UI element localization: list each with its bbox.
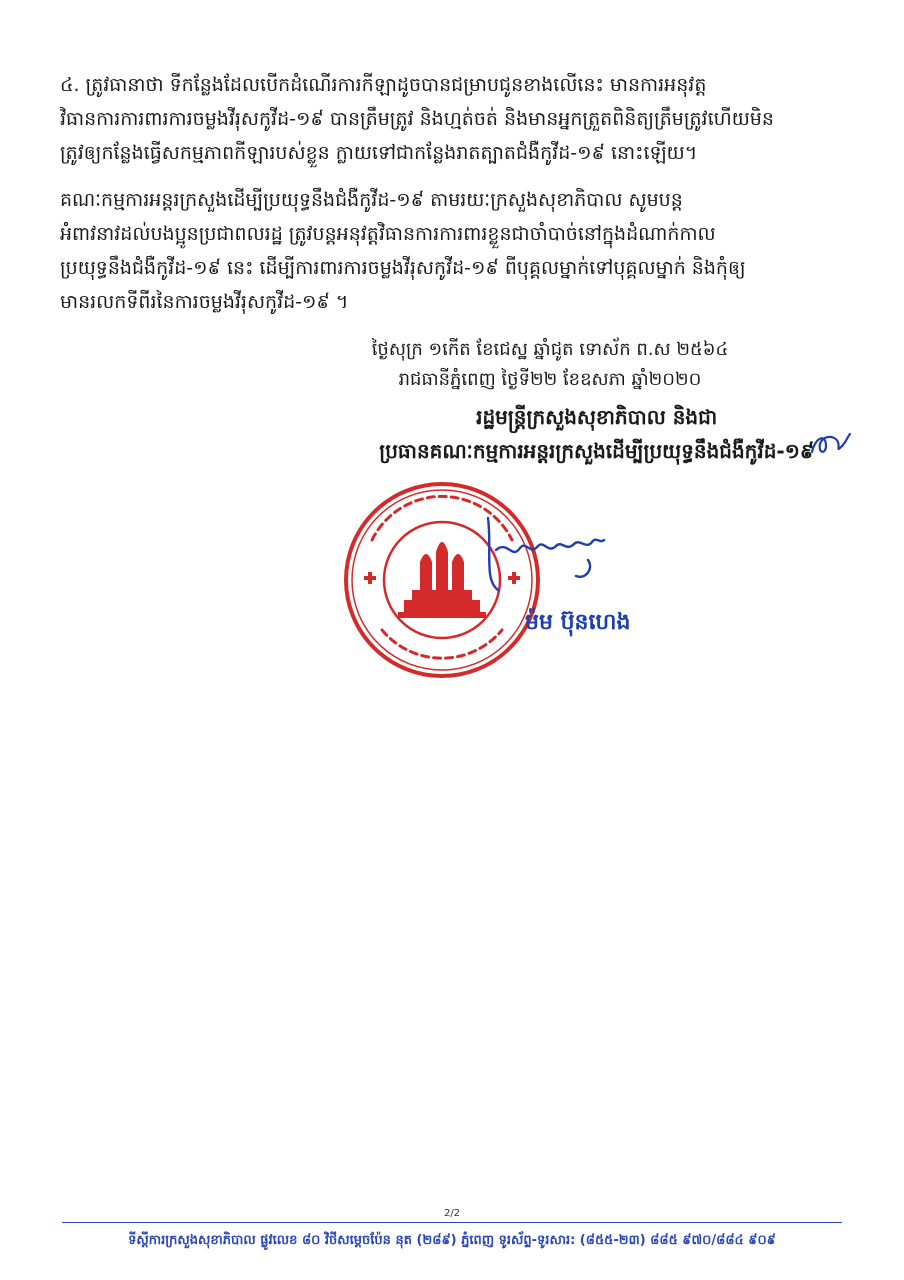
closing-paragraph-line: គណៈកម្មការអន្តរក្រសួងដើម្បីប្រយុទ្ធនឹងជំងឺកូវីដ-១៩ តាមរយៈក្រសួងសុខាភិបាល សូមបន្ត bbox=[60, 189, 683, 211]
paragraph-4-line: វិធានការការពារការចម្លងវីរុសកូវីដ-១៩ បានត្រឹមត្រូវ និងហ្មត់ចត់ និងមានអ្នកត្រួតពិនិត្យត្រឹមត្រូវហើយមិន bbox=[60, 108, 774, 130]
signer-name: ម៉ម ប៊ុនហេង bbox=[525, 610, 631, 635]
signatory-title bbox=[379, 400, 814, 468]
closing-paragraph-line: អំពាវនាវដល់បងប្អូនប្រជាពលរដ្ឋ ត្រូវបន្តអនុវត្តវិធានការការពារខ្លួនជាចាំបាច់នៅក្នុងដំណាក់កាល bbox=[60, 223, 716, 245]
date-block bbox=[290, 335, 810, 395]
signatory-title-line2: ប្រធានគណៈកម្មការអន្តរក្រសួងដើម្បីប្រយុទ្ធនឹងជំងឺកូវីដ-១៩ bbox=[379, 439, 814, 463]
page-number: 2/2 bbox=[443, 1208, 461, 1219]
handwritten-signature bbox=[468, 510, 628, 600]
paragraph-4 bbox=[60, 68, 850, 170]
lunar-date: ថ្ងៃសុក្រ ១កើត ខែជេស្ឋ ឆ្នាំជូត ទោស័ក ព.ស ២៥៦៤ bbox=[371, 339, 729, 360]
gregorian-date: រាជធានីភ្នំពេញ ថ្ងៃទី២២ ខែឧសភា ឆ្នាំ២០២០ bbox=[398, 369, 702, 390]
signatory-title-line1: រដ្ឋមន្ត្រីក្រសួងសុខាភិបាល និងជា bbox=[476, 405, 718, 429]
paragraph-4-line: ត្រូវឲ្យកន្លែងធ្វើសកម្មភាពកីឡារបស់ខ្លួន ក្លាយទៅជាកន្លែងរាតត្បាតជំងឺកូវីដ-១៩ នោះឡើយ។ bbox=[60, 142, 698, 164]
initial-mark-icon bbox=[808, 428, 852, 460]
closing-paragraph bbox=[60, 183, 850, 319]
closing-paragraph-line: មានរលកទីពីរនៃការចម្លងវីរុសកូវីដ-១៩ ។ bbox=[60, 291, 349, 313]
paragraph-4-line: ៤. ត្រូវធានាថា ទីកន្លែងដែលបើកដំណើរការកីឡាដូចបានជម្រាបជូនខាងលើនេះ មានការអនុវត្ត bbox=[60, 74, 707, 96]
footer-address: ទីស្តីការក្រសួងសុខាភិបាល ផ្លូវលេខ ៨០ វិថីសម្តេចប៉ែន នុត (២៨៩) ភ្នំពេញ ទូរស័ព្ទ-ទូរសារ: (៨៥៥-២៣) ៨៨៥ ៩៧០/៨៨៤ ៩០៩ bbox=[128, 1233, 776, 1248]
closing-paragraph-line: ប្រយុទ្ធនឹងជំងឺកូវីដ-១៩ នេះ ដើម្បីការពារការចម្លងវីរុសកូវីដ-១៩ ពីបុគ្គលម្នាក់ទៅបុគ្គលម្នាក់ និងកុំឲ្យ bbox=[60, 257, 746, 279]
footer-divider bbox=[62, 1222, 842, 1223]
